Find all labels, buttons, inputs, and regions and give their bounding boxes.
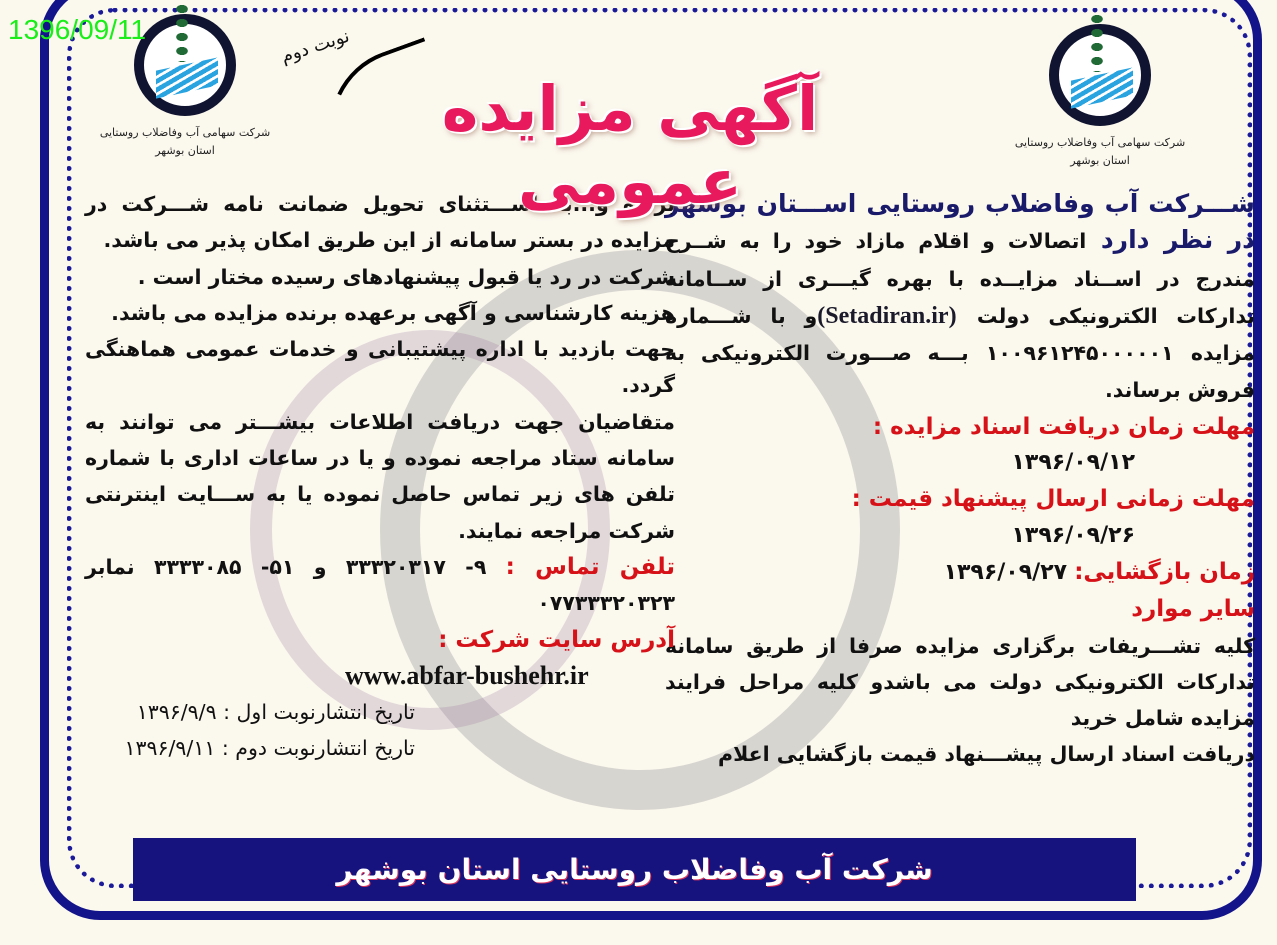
doc-deadline-label: مهلت زمان دریافت اسناد مزایده :: [872, 413, 1255, 440]
right-column: [665, 186, 1255, 773]
doc-deadline-value: ۱۳۹۶/۰۹/۱۲: [1011, 450, 1135, 476]
logo-icon: [1049, 24, 1151, 126]
page-title: آگهی مزایده عمومی: [441, 72, 819, 218]
bid-deadline-label: مهلت زمانی ارسال پیشنهاد قیمت :: [851, 486, 1255, 513]
publish-date-first: تاریخ انتشارنوبت اول : ۱۳۹۶/۹/۹: [136, 700, 415, 725]
leaf-icon: [1087, 12, 1107, 72]
company-logo-right: [1000, 24, 1200, 170]
logo-icon: [134, 14, 236, 116]
logo-caption: شرکت سهامی آب وفاضلاب روستایی استان بوشهر: [1014, 136, 1186, 167]
lead-heading: شـــرکت آب وفاضلاب روستایی اســـتان بوشهر در نظر دارد اتصالات و اقلام مازاد خود را به شــرح مندرج در اســناد مزایــده با بهره گیـــری از ســامانه تدارکات الکترونیکی دولت (Setadiran.ir)و با شـــماره مزایده ۱۰۰۹۶۱۲۴۵۰۰۰۰۰۱ بـــه صـــورت الکترونیکی به فروش برساند.: [665, 189, 1255, 403]
leaf-icon: [172, 2, 192, 62]
other-items-text: کلیه تشـــریفات برگزاری مزایده صرفا از طریق سامانه تدارکات الکترونیکی دولت می باشدو کلیه مراحل فرایند مزایده شامل خرید: [665, 633, 1255, 731]
phone-label: تلفن تماس :: [505, 553, 675, 580]
phone-value: ۹- ۳۳۳۲۰۳۱۷ و ۵۱- ۳۳۳۳۰۸۵ نمابر ۰۷۷۳۳۳۲۰۳۲۳: [85, 554, 675, 616]
website-link[interactable]: www.abfar-bushehr.ir: [345, 660, 589, 690]
water-waves-icon: [1071, 67, 1133, 108]
footer-banner: [133, 838, 1136, 901]
logo-caption: شرکت سهامی آب وفاضلاب روستایی استان بوشهر: [99, 126, 271, 157]
opening-label: زمان بازگشایی:: [1074, 558, 1255, 585]
other-items-label: سایر موارد: [1131, 596, 1255, 623]
paragraph: برنده و...به اســـتثنای تحویل ضمانت نامه شـــرکت در مزایده در بستر سامانه از این طریق امکان پذیر می باشد.: [85, 192, 675, 253]
paragraph: هزینه کارشناسی و آگهی برعهده برنده مزایده می باشد.: [111, 300, 675, 325]
paragraph: متقاضیان جهت دریافت اطلاعات بیشـــتر می توانند به سامانه ستاد مراجعه نموده و یا در ساعات اداری با شماره تلفن های زیر تماس حاصل نموده یا به ســـایت اینترنتی شرکت مراجعه نمایند.: [85, 409, 675, 543]
left-column: [85, 186, 675, 767]
phone-row: [85, 549, 675, 622]
publish-date-second: تاریخ انتشارنوبت دوم : ۱۳۹۶/۹/۱۱: [124, 736, 415, 761]
auction-number: ۱۰۰۹۶۱۲۴۵۰۰۰۰۰۱: [985, 341, 1174, 366]
opening-row: [665, 554, 1255, 591]
bid-deadline-value: ۱۳۹۶/۰۹/۲۶: [1011, 522, 1135, 548]
other-items-text-2: دریافت اسناد ارسال پیشـــنهاد قیمت بازگشایی اعلام: [718, 742, 1255, 767]
round-label: نوبت دوم: [278, 25, 353, 68]
website-label: آدرس سایت شرکت :: [438, 626, 675, 653]
paragraph: جهت بازدید با اداره پیشتیبانی و خدمات عمومی هماهنگی گردد.: [85, 337, 675, 398]
opening-value: ۱۳۹۶/۰۹/۲۷: [943, 559, 1068, 585]
setadiran-link: (Setadiran.ir): [817, 302, 957, 329]
water-waves-icon: [156, 57, 218, 98]
date-stamp: 1396/09/11: [8, 14, 147, 45]
footer-company-name: شرکت آب وفاضلاب روستایی استان بوشهر: [336, 853, 933, 886]
paragraph: شرکت در رد یا قبول پیشنهادهای رسیده مختار است .: [137, 264, 675, 289]
